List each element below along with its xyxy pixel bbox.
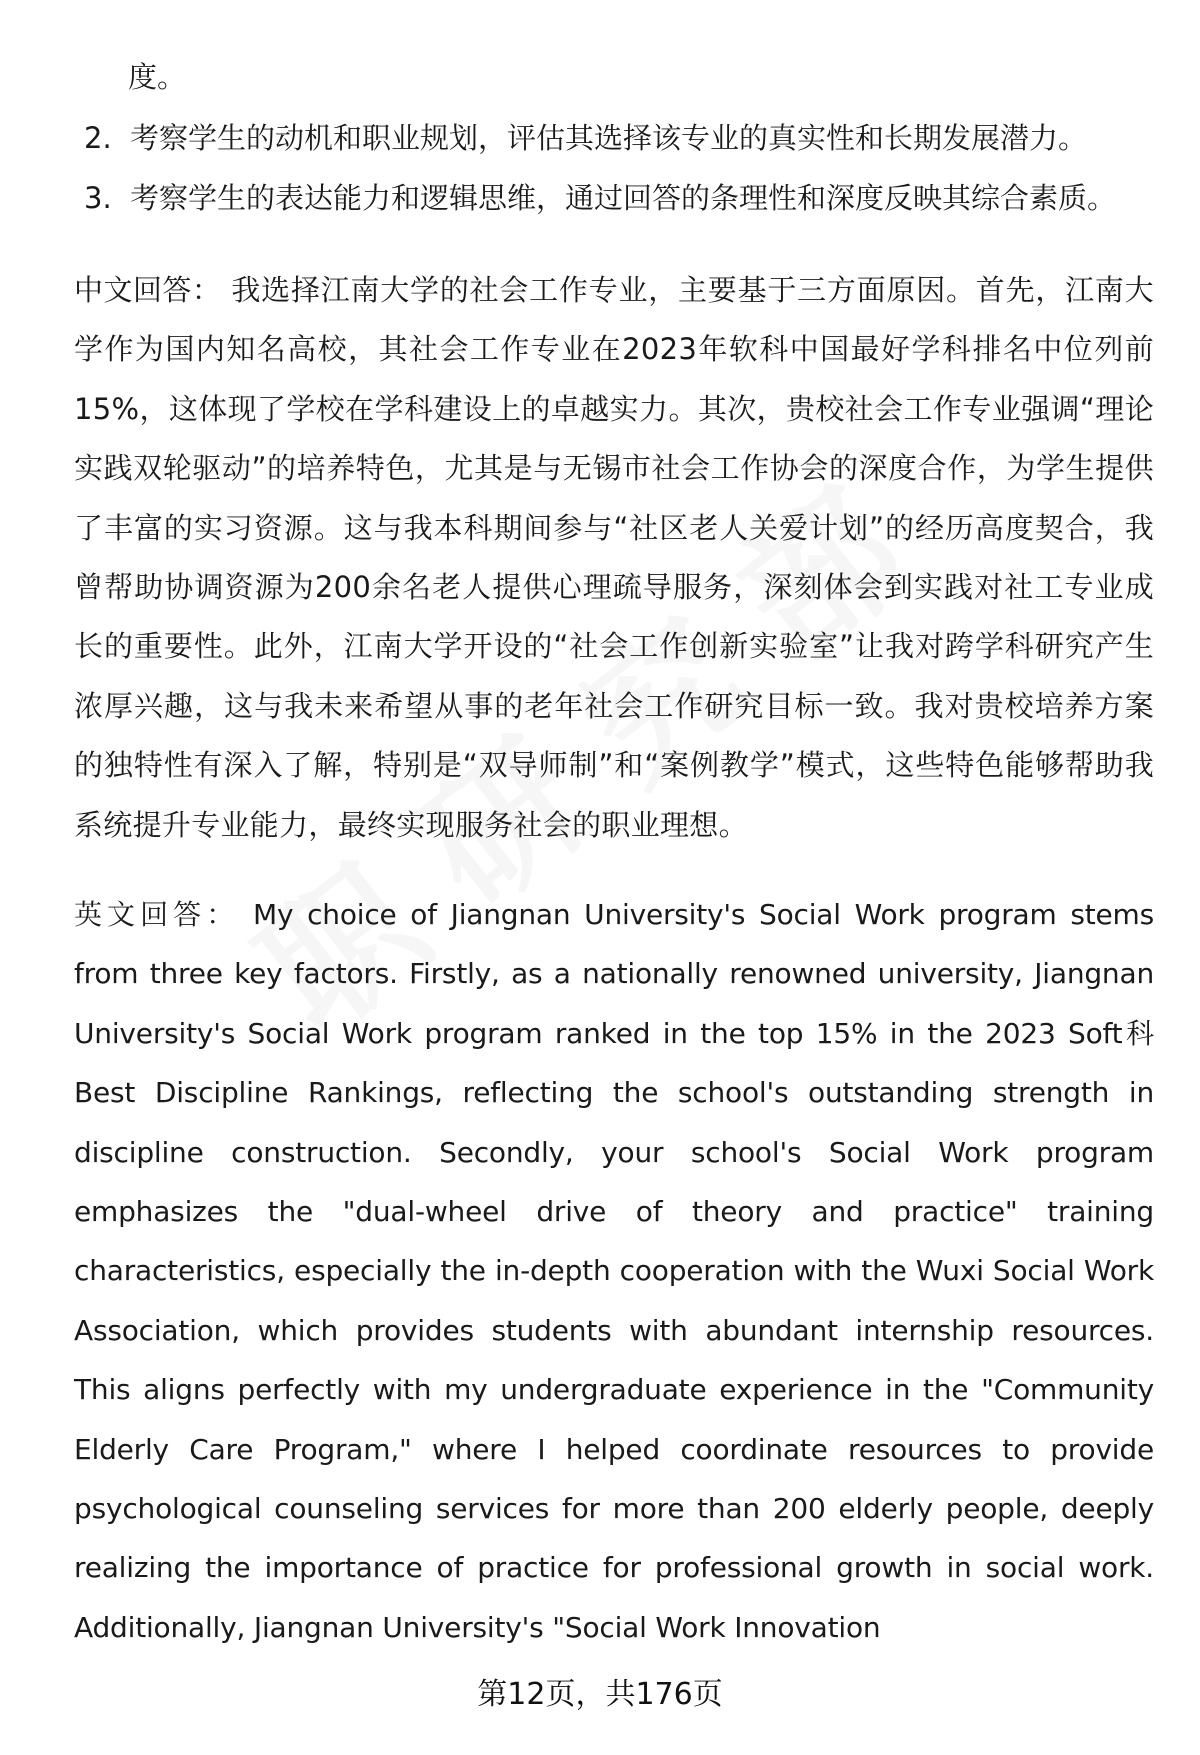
chinese-answer-label: 中文回答： (74, 273, 222, 307)
english-answer-paragraph (74, 885, 1154, 1657)
list-item-text: 考察学生的动机和职业规划，评估其选择该专业的真实性和长期发展潜力。 (130, 121, 1088, 155)
list-continuation: 度。 (128, 60, 187, 94)
list-item (84, 118, 1087, 158)
chinese-answer-text: 我选择江南大学的社会工作专业，主要基于三方面原因。首先，江南大学作为国内知名高校，其社会工作专业在2023年软科中国最好学科排名中位列前15%，这体现了学校在学科建设上的卓越实力。其次，贵校社会工作专业强调“理论实践双轮驱动”的培养特色，尤其是与无锡市社会工作协会的深度合作，为学生提供了丰富的实习资源。这与我本科期间参与“社区老人关爱计划”的经历高度契合，我曾帮助协调资源为200余名老人提供心理疏导服务，深刻体会到实践对社工专业成长的重要性。此外，江南大学开设的“社会工作创新实验室”让我对跨学科研究产生浓厚兴趣，这与我未来希望从事的老年社会工作研究目标一致。我对贵校培养方案的独特性有深入了解，特别是“双导师制”和“案例教学”模式，这些特色能够帮助我系统提升专业能力，最终实现服务社会的职业理想。 (74, 273, 1154, 842)
english-answer-label: 英文回答： (74, 898, 240, 931)
english-answer-text: My choice of Jiangnan University's Social Work program stems from three key factors. Firstly, as a nationally renowned university, Jiangnan University's Social Work program ranked in the top 15% in the 2023 Soft科 Best Discipline Rankings, reflecting the school's outstanding strength in discipline construction. Secondly, your school's Social Work program emphasizes the "dual-wheel drive of theory and practice" training characteristics, especially the in-depth cooperation with the Wuxi Social Work Association, which provides students with abundant internship resources. This aligns perfectly with my undergraduate experience in the "Community Elderly Care Program," where I helped coordinate resources to provide psychological counseling services for more than 200 elderly people, deeply realizing the importance of practice for professional growth in social work. Additionally, Jiangnan University's "Social Work Innovation (74, 898, 1154, 1644)
chinese-answer-paragraph (74, 261, 1154, 855)
list-item (84, 178, 1116, 218)
page-number-footer: 第12页，共176页 (477, 1677, 723, 1712)
list-item-number: 2. (84, 121, 112, 155)
list-item-text: 考察学生的表达能力和逻辑思维，通过回答的条理性和深度反映其综合素质。 (130, 181, 1117, 215)
list-item-number: 3. (84, 181, 112, 215)
